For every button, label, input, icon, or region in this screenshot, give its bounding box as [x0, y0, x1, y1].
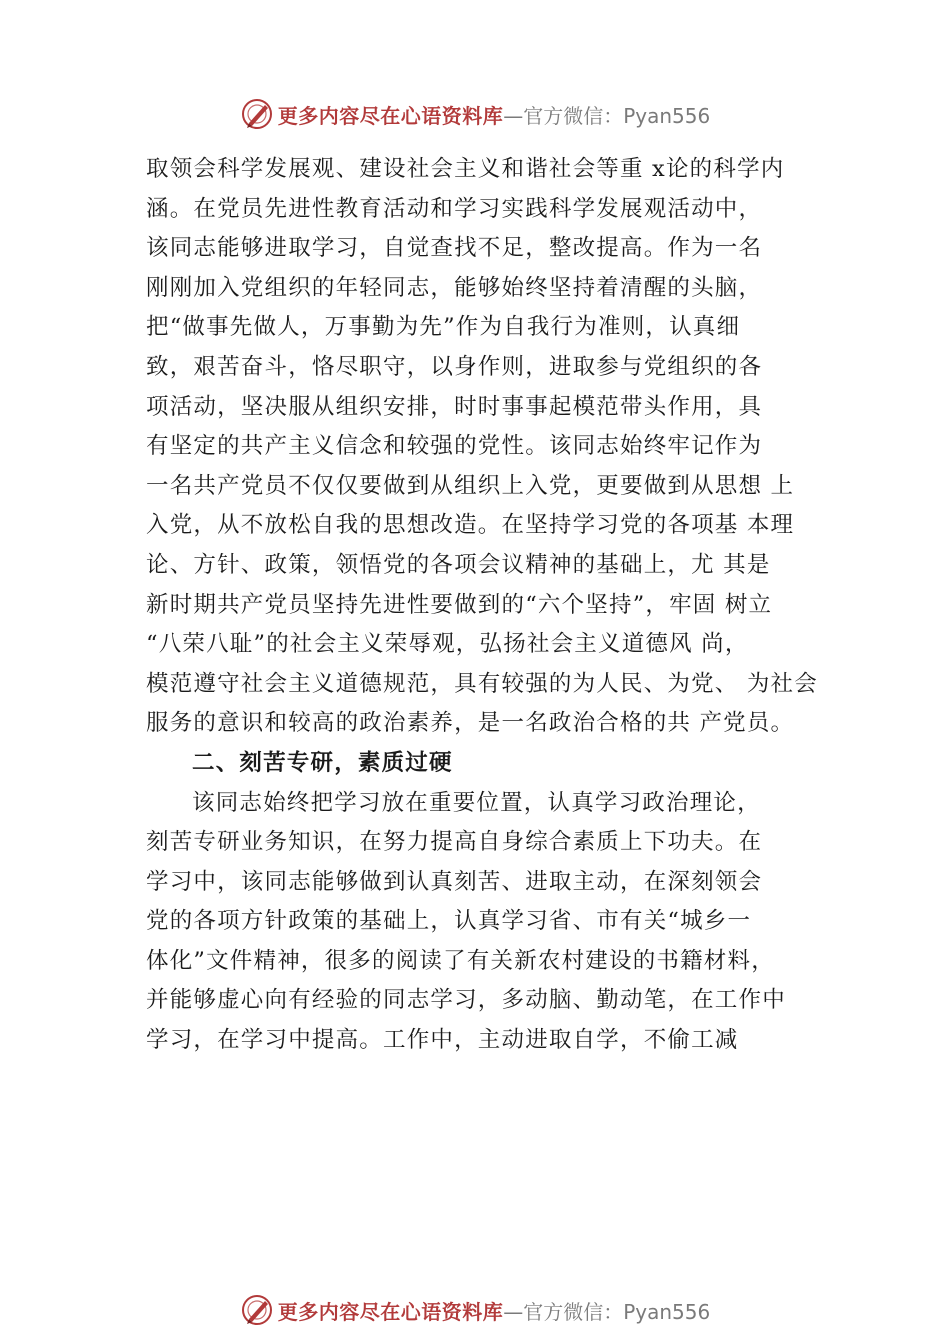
text-line: 入党，从不放松自我的思想改造。在坚持学习党的各项基 本理 — [146, 512, 795, 539]
text-line: 服务的意识和较高的政治素养，是一名政治合格的共 产党员。 — [146, 710, 795, 737]
text-line: 把“做事先做人，万事勤为先”作为自我行为准则，认真细 — [146, 314, 741, 341]
text-line: 该同志始终把学习放在重要位置，认真学习政治理论， — [192, 789, 761, 816]
section-heading: 二、刻苦专研，素质过硬 — [192, 749, 453, 776]
footer-banner — [0, 1290, 950, 1330]
text-line: 该同志能够进取学习，自觉查找不足，整改提高。作为一名 — [146, 235, 763, 262]
header-banner — [0, 94, 950, 134]
text-line: 新时期共产党员坚持先进性要做到的“六个坚持”，牢固 树立 — [146, 591, 773, 618]
text-line: 刚刚加入党组织的年轻同志，能够始终坚持着清醒的头脑， — [146, 274, 763, 301]
pen-seal-logo-icon — [240, 97, 274, 131]
text-line: 一名共产党员不仅仅要做到从组织上入党，更要做到从思想 上 — [146, 472, 795, 499]
text-line: 致，艰苦奋斗，恪尽职守，以身作则，进取参与党组织的各 — [146, 353, 763, 380]
text-line: 学习中，该同志能够做到认真刻苦、进取主动，在深刻领会 — [146, 868, 763, 895]
text-line: 论、方针、政策，领悟党的各项会议精神的基础上，尤 其是 — [146, 551, 771, 578]
text-line: 项活动，坚决服从组织安排，时时事事起模范带头作用，具 — [146, 393, 763, 420]
text-line: 取领会科学发展观、建设社会主义和谐社会等重 x论的科学内 — [146, 156, 785, 182]
text-line: 党的各项方针政策的基础上，认真学习省、市有关“城乡一 — [146, 908, 752, 935]
text-line: 并能够虚心向有经验的同志学习，多动脑、勤动笔，在工作中 — [146, 987, 786, 1014]
banner-wechat-text: —官方微信：Pyan556 — [503, 103, 711, 128]
text-line: “八荣八耻”的社会主义荣辱观，弘扬社会主义道德风 尚， — [146, 631, 749, 658]
pen-seal-logo-icon — [240, 1293, 274, 1327]
banner-brand-text: 更多内容尽在心语资料库 — [277, 1299, 504, 1324]
banner-wechat-text: —官方微信：Pyan556 — [503, 1299, 711, 1324]
text-line: 体化”文件精神，很多的阅读了有关新农村建设的书籍材料， — [146, 947, 775, 974]
text-line: 刻苦专研业务知识，在努力提高自身综合素质上下功夫。在 — [146, 829, 763, 856]
text-line: 有坚定的共产主义信念和较强的党性。该同志始终牢记作为 — [146, 433, 763, 460]
text-line: 模范遵守社会主义道德规范，具有较强的为人民、为党、 为社会 — [146, 670, 818, 697]
banner-brand-text: 更多内容尽在心语资料库 — [277, 103, 504, 128]
document-body — [146, 150, 836, 1061]
text-line: 涵。在党员先进性教育活动和学习实践科学发展观活动中， — [146, 195, 763, 222]
text-line: 学习，在学习中提高。工作中，主动进取自学，不偷工减 — [146, 1027, 739, 1054]
